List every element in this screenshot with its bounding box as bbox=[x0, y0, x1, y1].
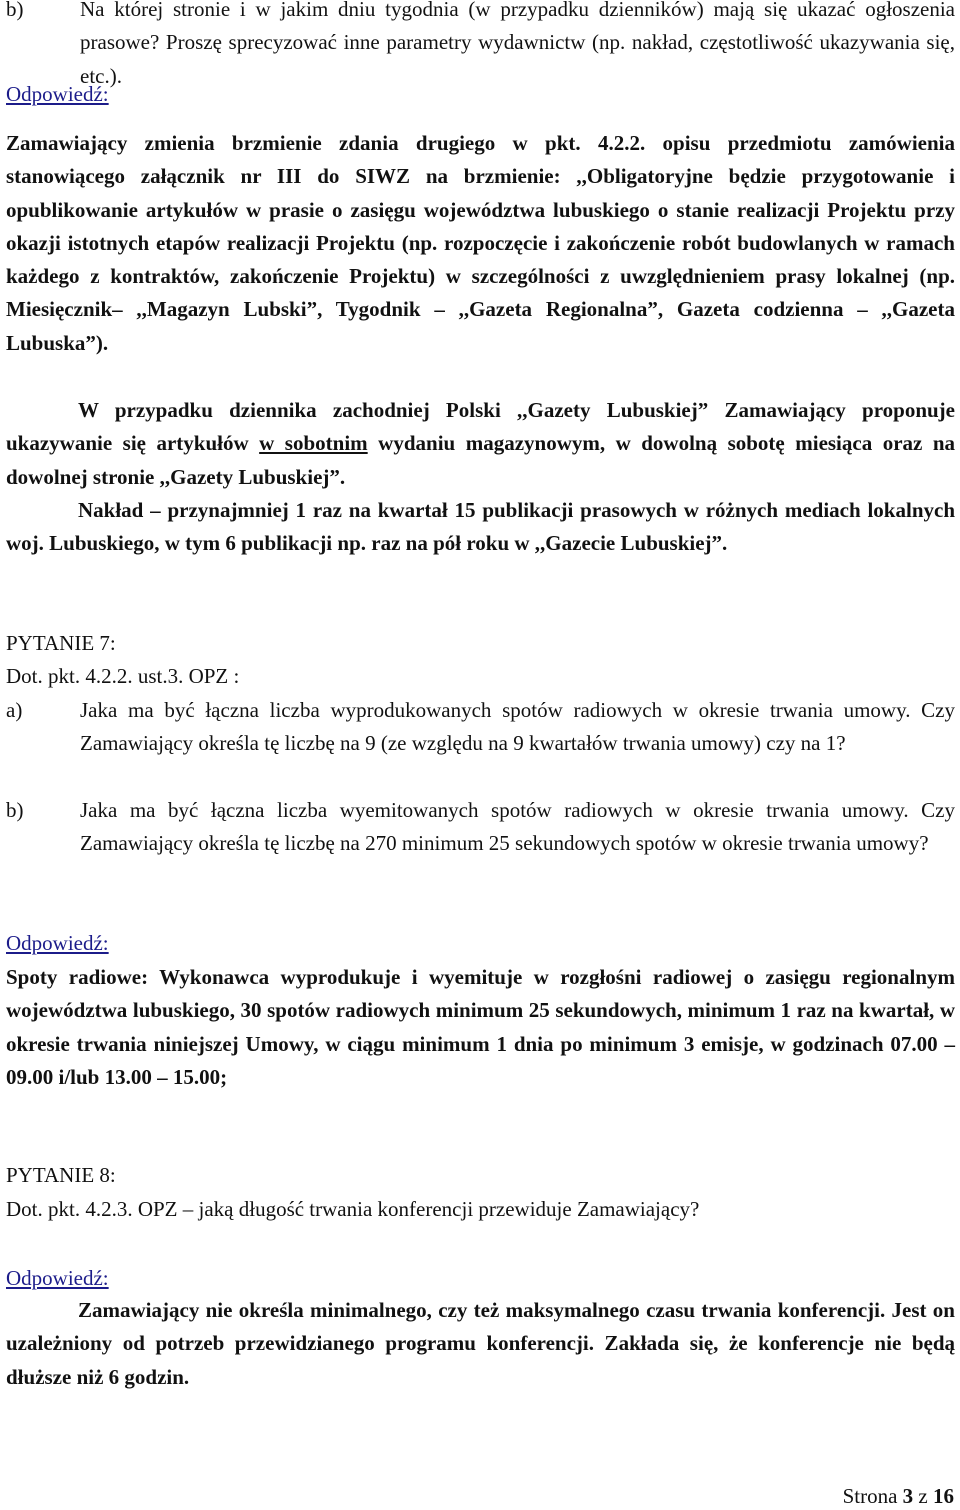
item-label: a) bbox=[6, 698, 23, 722]
question-7-item-a bbox=[6, 694, 955, 761]
item-text: Jaka ma być łączna liczba wyemitowanych spotów radiowych w okresie trwania umowy. Czy Zamawiający określa tę liczbę na 270 minimum 25 sekundowych spotów w okresie trwania umowy? bbox=[80, 798, 955, 856]
answer-paragraph bbox=[6, 494, 955, 561]
answer-text: wydaniu magazynowym, w dowolną sobotę miesiąca oraz na dowolnej stronie ,,Gazety Lubuskiej”. bbox=[6, 431, 956, 489]
answer-paragraph: Spoty radiowe: Wykonawca wyprodukuje i wyemituje w rozgłośni radiowej o zasięgu regionalnym województwa lubuskiego, 30 spotów radiowych minimum 25 sekundowych, minimum 1 raz na kwartał, w okresie trwania niniejszej Umowy, w ciągu minimum 1 dnia po minimum 3 emisje, w godzinach 07.00 – 09.00 i/lub 13.00 – 15.00; bbox=[6, 965, 955, 1089]
item-label: b) bbox=[6, 0, 24, 21]
item-text: Jaka ma być łączna liczba wyprodukowanych spotów radiowych w okresie trwania umowy. Czy Zamawiający określa tę liczbę na 9 (ze względu na 9 kwartałów trwania umowy) czy na 1? bbox=[80, 698, 955, 756]
page-number bbox=[843, 1482, 954, 1510]
answer-paragraph bbox=[6, 394, 955, 494]
page-number-prefix: Strona bbox=[842, 1484, 898, 1508]
answer-label: Odpowiedź: bbox=[6, 931, 109, 955]
answer-text: Zamawiający nie określa minimalnego, czy też maksymalnego czasu trwania konferencji. Jest on uzależniony od potrzeb przewidzianego programu konferencji. Zakłada się, że konferencje nie będą dłuższe niż 6 godzin. bbox=[6, 1298, 955, 1389]
answer-text: W przypadku dziennika zachodniej Polski ,,Gazety Lubuskiej” Zamawiający proponuje ukazywanie się artykułów bbox=[6, 398, 955, 456]
answer-text: Nakład – przynajmniej 1 raz na kwartał 15 publikacji prasowych w różnych mediach lokalnych woj. Lubuskiego, w tym 6 publikacji np. raz na pół roku w ,,Gazecie Lubuskiej”. bbox=[6, 498, 955, 556]
answer-paragraph: Zamawiający zmienia brzmienie zdania drugiego w pkt. 4.2.2. opisu przedmiotu zamówienia stanowiącego załącznik nr III do SIWZ na brzmienie: ,,Obligatoryjne będzie przygotowanie i opublikowanie artykułów w prasie o zasięgu województwa lubuskiego o stanie realizacji Projektu przy okazji istotnych etapów realizacji Projektu (np. rozpoczęcie i zakończenie robót budowlanych w ramach każdego z kontraktów, zakończenie Projektu) w szczególności z uwzględnieniem prasy lokalnej (np. Miesięcznik– ,,Magazyn Lubski”, Tygodnik – ,,Gazeta Regionalna”, Gazeta codzienna – ,,Gazeta Lubuska”). bbox=[6, 131, 955, 355]
item-text: Na której stronie i w jakim dniu tygodnia (w przypadku dzienników) mają się ukazać ogłoszenia prasowe? Proszę sprecyzować inne parametry wydawnictw (np. nakład, częstotliwość ukazywania się, etc.). bbox=[80, 0, 955, 88]
question-7-item-b bbox=[6, 794, 955, 861]
answer-paragraph bbox=[6, 1294, 955, 1394]
page-total: 16 bbox=[933, 1484, 954, 1508]
item-label: b) bbox=[6, 798, 24, 822]
answer-label: Odpowiedź: bbox=[6, 82, 109, 106]
question-6-item-b bbox=[6, 0, 955, 93]
answer-label: Odpowiedź: bbox=[6, 1266, 109, 1290]
underlined-text: w sobotnim bbox=[259, 431, 368, 456]
question-reference: Dot. pkt. 4.2.2. ust.3. OPZ : bbox=[6, 664, 240, 688]
page-number-sep: z bbox=[918, 1484, 928, 1508]
question-reference: Dot. pkt. 4.2.3. OPZ – jaką długość trwania konferencji przewiduje Zamawiający? bbox=[6, 1197, 700, 1221]
question-title: PYTANIE 7: bbox=[6, 631, 116, 655]
page-current: 3 bbox=[902, 1484, 914, 1508]
question-title: PYTANIE 8: bbox=[6, 1163, 116, 1187]
